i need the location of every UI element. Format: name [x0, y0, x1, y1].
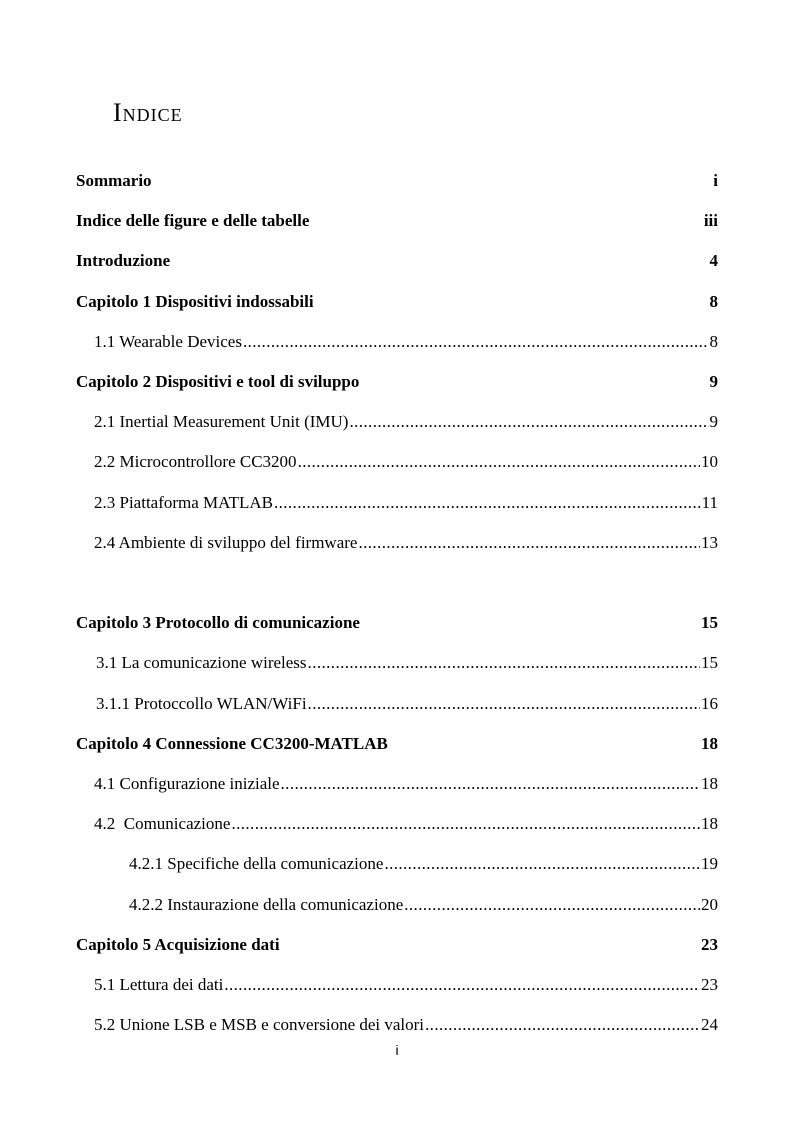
toc-entry-page: 11 — [701, 493, 718, 512]
toc-entry-section-5-1[interactable] — [94, 974, 718, 996]
toc-entry-indice-figure[interactable] — [76, 210, 718, 232]
toc-entry-page: 24 — [701, 1015, 718, 1034]
toc-entry-section-4-2-1[interactable] — [129, 853, 718, 875]
toc-entry-label: 1.1 Wearable Devices — [94, 332, 242, 351]
toc-dot-leader — [231, 813, 700, 835]
toc-entry-capitolo-5[interactable] — [76, 934, 718, 956]
toc-entry-label: 4.1 Configurazione iniziale — [94, 774, 280, 793]
toc-entry-label: Introduzione — [76, 251, 171, 270]
toc-entry-page: 18 — [701, 774, 718, 793]
toc-dot-leader — [308, 652, 700, 674]
toc-entry-page: i — [713, 171, 718, 190]
toc-entry-page: 18 — [701, 814, 718, 833]
toc-dot-leader — [243, 331, 709, 353]
toc-entry-section-2-1[interactable] — [94, 411, 718, 433]
toc-dot-leader — [425, 1014, 700, 1036]
toc-entry-introduzione[interactable] — [76, 250, 718, 272]
toc-entry-page: 23 — [701, 975, 718, 994]
toc-entry-page: 19 — [701, 854, 718, 873]
toc-entry-label: 5.1 Lettura dei dati — [94, 975, 224, 994]
toc-entry-section-3-1-1[interactable] — [96, 693, 718, 715]
toc-entry-page: 8 — [709, 292, 718, 311]
toc-entry-page: 20 — [701, 895, 718, 914]
toc-entry-section-4-1[interactable] — [94, 773, 718, 795]
toc-dot-leader — [358, 532, 700, 554]
toc-entry-section-4-2[interactable] — [94, 813, 718, 835]
toc-entry-label: Capitolo 5 Acquisizione dati — [76, 935, 280, 954]
toc-entry-label: Capitolo 1 Dispositivi indossabili — [76, 292, 314, 311]
toc-entry-label: Indice delle figure e delle tabelle — [76, 211, 310, 230]
toc-entry-page: iii — [703, 211, 718, 230]
toc-entry-label: Capitolo 2 Dispositivi e tool di sviluppo — [76, 372, 360, 391]
toc-entry-label: 4.2.1 Specifiche della comunicazione — [129, 854, 384, 873]
toc-entry-section-2-2[interactable] — [94, 451, 718, 473]
toc-entry-label: 2.4 Ambiente di sviluppo del firmware — [94, 533, 358, 552]
toc-entry-label: 4.2.2 Instaurazione della comunicazione — [129, 895, 404, 914]
toc-entry-capitolo-2[interactable] — [76, 371, 718, 393]
toc-dot-leader — [404, 894, 700, 916]
toc-entry-capitolo-3[interactable] — [76, 612, 718, 634]
toc-entry-label: 2.2 Microcontrollore CC3200 — [94, 452, 297, 471]
toc-entry-section-4-2-2[interactable] — [129, 894, 718, 916]
toc-entry-label: 3.1.1 Protoccollo WLAN/WiFi — [96, 694, 307, 713]
toc-dot-leader — [281, 773, 700, 795]
toc-dot-leader — [308, 693, 700, 715]
toc-entry-page: 9 — [709, 372, 718, 391]
toc-entry-sommario[interactable] — [76, 170, 718, 192]
toc-entry-label: 2.3 Piattaforma MATLAB — [94, 493, 273, 512]
toc-entry-capitolo-1[interactable] — [76, 291, 718, 313]
toc-dot-leader — [224, 974, 700, 996]
toc-entry-page: 15 — [701, 653, 718, 672]
toc-entry-label: Sommario — [76, 171, 152, 190]
toc-entry-page: 10 — [701, 452, 718, 471]
footer-page-number: i — [395, 1042, 399, 1058]
toc-entry-label: 4.2 Comunicazione — [94, 814, 231, 833]
toc-entry-section-2-4[interactable] — [94, 532, 718, 554]
toc-entry-section-2-3[interactable] — [94, 492, 718, 514]
toc-entry-label: 2.1 Inertial Measurement Unit (IMU) — [94, 412, 349, 431]
toc-dot-leader — [274, 492, 701, 514]
toc-entry-page: 4 — [709, 251, 718, 270]
toc-dot-leader — [349, 411, 708, 433]
toc-entry-page: 8 — [709, 332, 718, 351]
toc-entry-page: 15 — [701, 613, 718, 632]
toc-entry-capitolo-4[interactable] — [76, 733, 718, 755]
toc-entry-label: Capitolo 3 Protocollo di comunicazione — [76, 613, 360, 632]
toc-entry-section-1-1[interactable] — [94, 331, 718, 353]
toc-entry-page: 9 — [709, 412, 718, 431]
toc-entry-page: 16 — [701, 694, 718, 713]
toc-entry-label: 3.1 La comunicazione wireless — [96, 653, 307, 672]
toc-entry-label: Capitolo 4 Connessione CC3200-MATLAB — [76, 734, 388, 753]
toc-entry-section-3-1[interactable] — [96, 652, 718, 674]
toc-entry-section-5-2[interactable] — [94, 1014, 718, 1036]
toc-entry-page: 23 — [701, 935, 718, 954]
toc-entry-page: 18 — [701, 734, 718, 753]
toc-entry-label: 5.2 Unione LSB e MSB e conversione dei valori — [94, 1015, 425, 1034]
toc-entry-page: 13 — [701, 533, 718, 552]
page-title: Indice — [113, 98, 183, 127]
toc-dot-leader — [298, 451, 700, 473]
toc-dot-leader — [384, 853, 700, 875]
